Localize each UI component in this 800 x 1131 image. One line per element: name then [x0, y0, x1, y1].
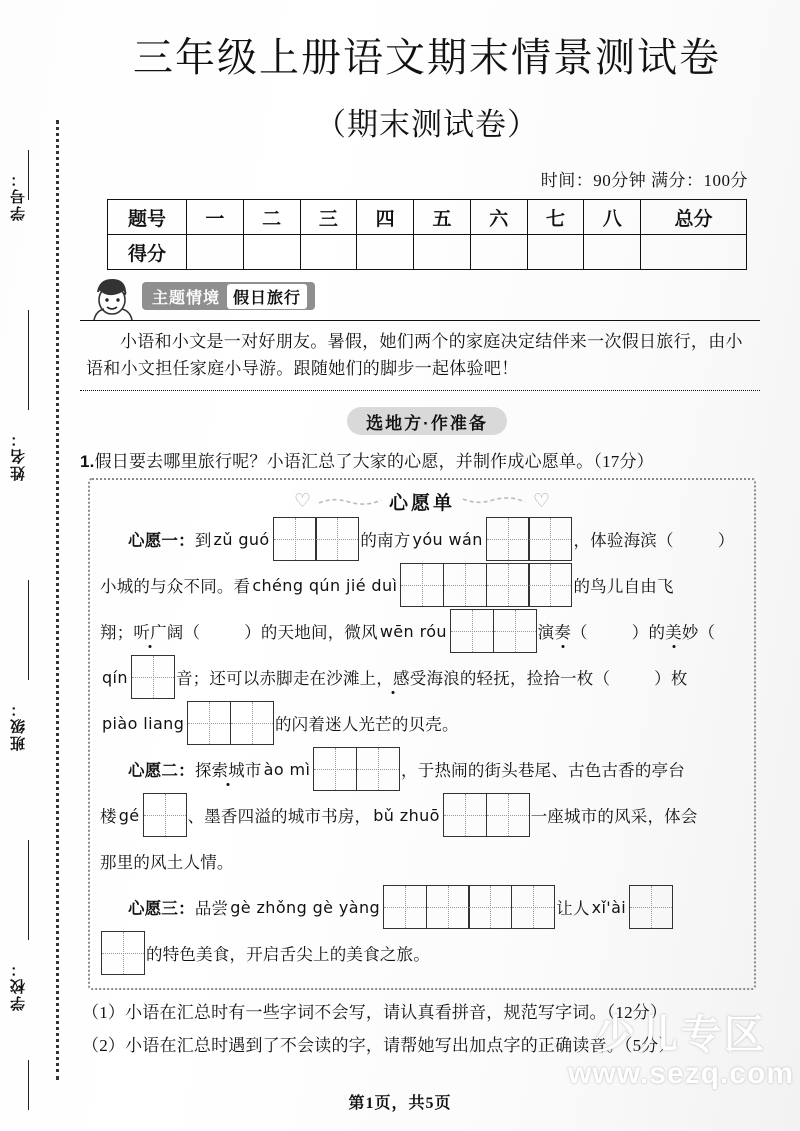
squiggle-decoration-right: [461, 497, 527, 505]
student-avatar-icon: [90, 276, 136, 320]
wish-1-text-9: 演奏（: [538, 619, 588, 643]
wish-1-text-7: 翔；听广阔（: [100, 619, 200, 643]
wish-3-line-2: [100, 930, 744, 976]
heart-icon-left: ♡: [293, 490, 311, 512]
margin-rule-1: [28, 150, 29, 200]
page-content: [70, 0, 784, 1131]
wish-1-line-1: [100, 516, 744, 562]
heart-icon-right: ♡: [533, 490, 551, 512]
section-header-pill: 选地方·作准备: [347, 407, 507, 435]
wish-list-title-row: [100, 486, 744, 516]
writing-grid-cheng-qun-jie-dui[interactable]: [400, 563, 572, 607]
theme-intro-text: 小语和小文是一对好朋友。暑假，她们两个的家庭决定结伴来一次假日旅行，由小语和小文担任家庭小导游。跟随她们的脚步一起体验吧！: [86, 332, 743, 378]
wish-2-text-6: 那里的风土人情。: [100, 853, 234, 872]
wish-3-text-3: 的特色美食，开启舌尖上的美食之旅。: [146, 945, 430, 964]
score-cell-3[interactable]: [300, 235, 357, 270]
score-col-6: 六: [470, 200, 527, 235]
wish-2-text-3: 楼: [100, 807, 117, 826]
wish-1-text-11: 音；还可以赤脚走在沙滩上，感受海浪的轻抚，捡拾一枚（: [176, 665, 610, 689]
question-1-sub-1: （1）小语在汇总时有一些字词不会写，请认真看拼音，规范写字词。（12分）: [82, 1003, 668, 1022]
score-col-7: 七: [527, 200, 584, 235]
wish-1-text-3: ，体验海滨（: [573, 531, 674, 550]
score-cell-4[interactable]: [357, 235, 414, 270]
exam-meta-info: 时间：90分钟 满分：100分: [540, 171, 748, 190]
question-1-number: 1.: [80, 452, 95, 471]
writing-grid-xi-ai-part1[interactable]: [629, 885, 673, 929]
wish-2-text-2: ，于热闹的街头巷尾、古色古香的亭台: [401, 761, 685, 780]
score-col-2: 二: [243, 200, 300, 235]
score-table-label-score: 得分: [108, 235, 187, 270]
score-col-1: 一: [187, 200, 244, 235]
score-cell-1[interactable]: [187, 235, 244, 270]
page-footer: 第1页，共5页: [348, 1095, 452, 1112]
wish-list-title: 心愿单: [388, 492, 455, 514]
wish-1-label: 心愿一：: [128, 531, 195, 550]
squiggle-decoration-left: [317, 497, 383, 505]
score-col-5: 五: [414, 200, 471, 235]
margin-label-name: 姓名：: [11, 430, 27, 481]
wish-1-text-10: ）的美妙（: [632, 619, 716, 643]
score-cell-6[interactable]: [470, 235, 527, 270]
pinyin-you-wan: yóu wán: [412, 529, 483, 549]
pinyin-qin: qín: [102, 667, 128, 687]
watermark-url: www.sezq.com: [568, 1057, 794, 1090]
wish-1-line-2: [100, 562, 744, 608]
pinyin-ge-zhong-ge-yang: gè zhǒng gè yàng: [230, 897, 381, 917]
wish-3-text-2: 让人: [556, 899, 590, 918]
pinyin-wen-rou: wēn róu: [379, 621, 447, 641]
wish-1-text-13: 的闪着迷人光芒的贝壳。: [274, 715, 459, 734]
writing-grid-wen-rou[interactable]: [450, 609, 537, 653]
margin-dotted-line: [56, 120, 59, 1080]
writing-grid-qin[interactable]: [131, 655, 175, 699]
wish-1-text-1: 到: [194, 531, 212, 550]
score-col-8: 八: [584, 200, 641, 235]
writing-grid-you-wan[interactable]: [486, 517, 573, 561]
margin-label-school: 学校：: [11, 960, 27, 1011]
pinyin-piao-liang: piào liang: [102, 713, 185, 733]
wish-3-line-1: [100, 884, 744, 930]
writing-grid-zu-guo[interactable]: [273, 517, 360, 561]
score-table: [107, 199, 747, 270]
watermark-brand: 少儿专区: [595, 1013, 768, 1057]
wish-1-text-6: 的鸟儿自由飞: [573, 577, 674, 596]
wish-1-line-3: [100, 608, 744, 654]
wish-1-text-4: ）: [717, 531, 735, 550]
pinyin-zu-guo: zǔ guó: [213, 529, 270, 549]
score-cell-2[interactable]: [243, 235, 300, 270]
writing-grid-piao-liang[interactable]: [187, 701, 274, 745]
theme-badge: [142, 282, 315, 310]
page-title: 三年级上册语文期末情景测试卷: [133, 35, 721, 80]
writing-grid-bu-zhuo[interactable]: [443, 793, 530, 837]
wish-1-text-2: 的南方: [360, 531, 411, 550]
wish-3-text-1: 品尝: [194, 899, 229, 918]
margin-rule-3: [28, 580, 29, 680]
score-col-3: 三: [300, 200, 357, 235]
wish-2-line-2: [100, 792, 744, 838]
wish-2-text-4: 、墨香四溢的城市书房，: [187, 807, 372, 826]
student-info-margin: [0, 0, 62, 1131]
margin-label-student-id: 学号：: [11, 170, 27, 221]
writing-grid-ao-mi[interactable]: [313, 747, 400, 791]
wish-2-text-1: 探索城市: [195, 757, 262, 781]
wish-1-text-12: ）枚: [654, 669, 688, 688]
score-table-label-question: 题号: [108, 200, 187, 235]
margin-rule-4: [28, 840, 29, 940]
wish-1-text-8: ）的天地间，微风: [244, 623, 378, 642]
score-cell-7[interactable]: [527, 235, 584, 270]
theme-badge-value: 假日旅行: [227, 284, 307, 309]
pinyin-bu-zhuo: bǔ zhuō: [373, 805, 440, 825]
wish-1-line-4: [100, 654, 744, 700]
score-col-4: 四: [357, 200, 414, 235]
wish-2-label: 心愿二：: [128, 761, 195, 780]
writing-grid-ge-zhong-ge-yang[interactable]: [383, 885, 555, 929]
wish-list-card: [88, 478, 756, 990]
theme-intro-box: [80, 320, 760, 391]
pinyin-cheng-qun-jie-dui: chéng qún jié duì: [252, 575, 398, 595]
wish-2-line-3: [100, 838, 744, 884]
wish-1-text-5: 小城的与众不同。看: [100, 577, 251, 596]
writing-grid-xi-ai-part2[interactable]: [101, 931, 145, 975]
score-table-value-row: [108, 235, 747, 270]
theme-banner: [70, 282, 784, 316]
pinyin-xi-ai: xǐ'ài: [591, 897, 627, 917]
pinyin-ge: gé: [118, 805, 140, 825]
score-col-total: 总分: [641, 200, 747, 235]
wish-2-line-1: [100, 746, 744, 792]
writing-grid-ge[interactable]: [143, 793, 187, 837]
score-cell-5[interactable]: [414, 235, 471, 270]
score-cell-8[interactable]: [584, 235, 641, 270]
wish-3-label: 心愿三：: [128, 899, 195, 918]
margin-label-class: 班级：: [11, 700, 27, 751]
score-table-header-row: [108, 200, 747, 235]
question-1-sub-2: （2）小语在汇总时遇到了不会读的字，请帮她写出加点字的正确读音。（5分）: [82, 1036, 676, 1055]
wish-1-line-5: [100, 700, 744, 746]
score-cell-total[interactable]: [641, 235, 747, 270]
pinyin-ao-mi: ào mì: [263, 759, 311, 779]
theme-badge-label: 主题情境: [152, 289, 221, 307]
question-1-text: 假日要去哪里旅行呢？小语汇总了大家的心愿，并制作成心愿单。（17分）: [94, 452, 654, 471]
page-subtitle: （期末测试卷）: [315, 107, 539, 142]
question-1-stem: [80, 447, 784, 472]
margin-rule-2: [28, 310, 29, 410]
wish-2-text-5: 一座城市的风采，体会: [530, 807, 698, 826]
